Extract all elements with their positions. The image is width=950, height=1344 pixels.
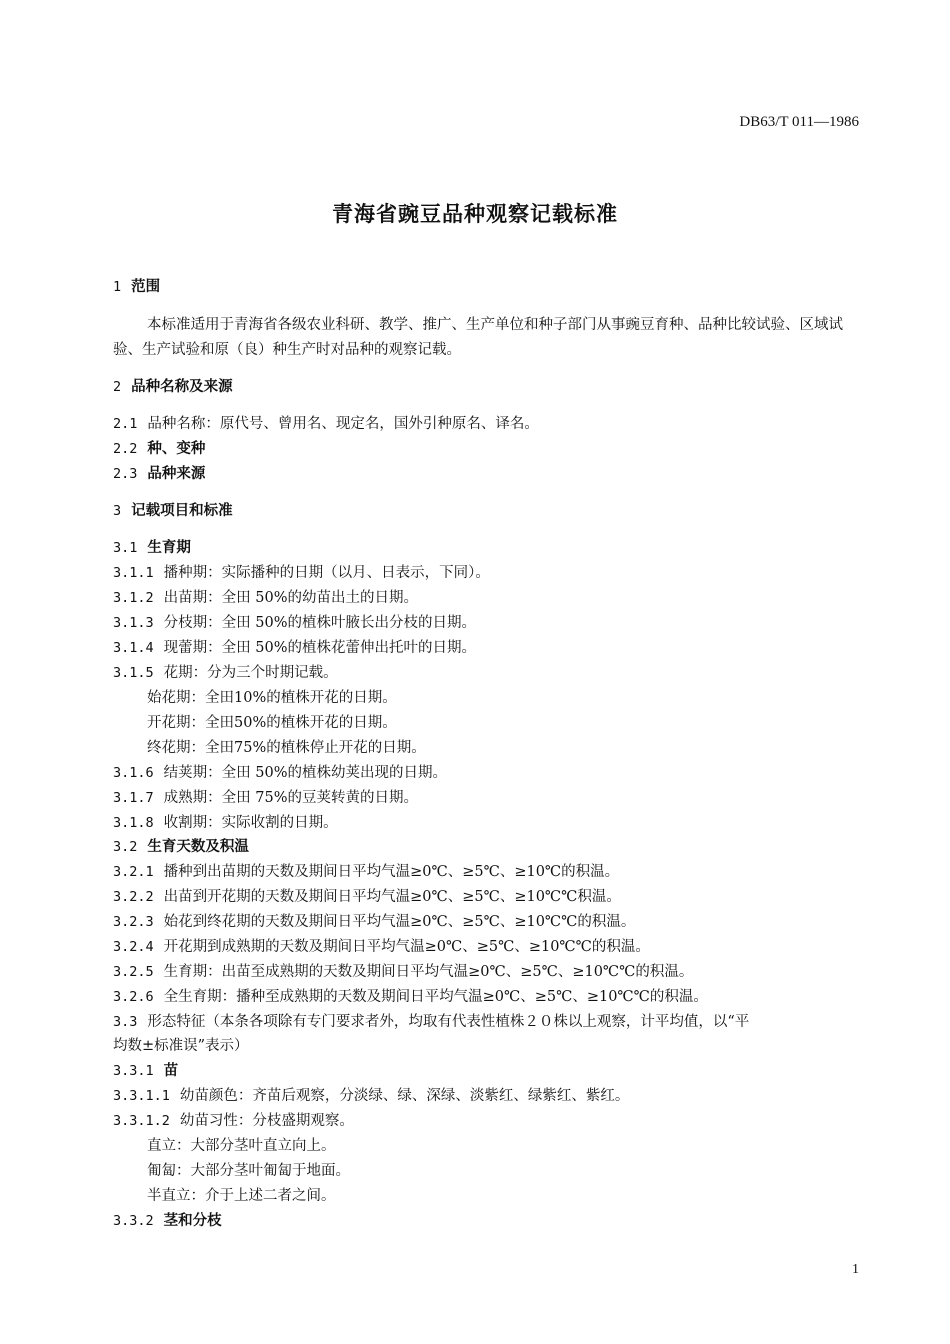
sub-item-line: 始花期：全田10%的植株开花的日期。 xyxy=(147,690,397,706)
clause-line: 3.2.5 生育期：出苗至成熟期的天数及期间日平均气温≥0℃、≥5℃、≥10℃℃的积温。 xyxy=(113,964,694,980)
clause-line: 3.1.4 现蕾期：全田 50%的植株花蕾伸出托叶的日期。 xyxy=(113,640,476,656)
sub-item-line: 直立：大部分茎叶直立向上。 xyxy=(147,1138,336,1154)
clause-line-continuation: 均数±标准误”表示） xyxy=(113,1038,249,1054)
section-heading: 1 范围 xyxy=(113,279,161,295)
clause-heading: 3.3.2 茎和分枝 xyxy=(113,1213,222,1229)
clause-line: 3.2.1 播种到出苗期的天数及期间日平均气温≥0℃、≥5℃、≥10℃的积温。 xyxy=(113,864,620,880)
clause-line: 3.2.6 全生育期：播种至成熟期的天数及期间日平均气温≥0℃、≥5℃、≥10℃℃的积温。 xyxy=(113,989,708,1005)
clause-line: 3.2.4 开花期到成熟期的天数及期间日平均气温≥0℃、≥5℃、≥10℃℃的积温。 xyxy=(113,939,650,955)
clause-line: 3.1.1 播种期：实际播种的日期（以月、日表示，下同）。 xyxy=(113,565,490,581)
sub-item-line: 半直立：介于上述二者之间。 xyxy=(147,1188,336,1204)
sub-item-line: 匍匐：大部分茎叶匍匐于地面。 xyxy=(147,1163,350,1179)
clause-line: 3.1.3 分枝期：全田 50%的植株叶腋长出分枝的日期。 xyxy=(113,615,476,631)
clause-line: 3.1.7 成熟期：全田 75%的豆荚转黄的日期。 xyxy=(113,790,418,806)
clause-line: 3.1.2 出苗期：全田 50%的幼苗出土的日期。 xyxy=(113,590,418,606)
clause-line: 2.1 品种名称：原代号、曾用名、现定名，国外引种原名、译名。 xyxy=(113,416,539,432)
sub-item-line: 开花期：全田50%的植株开花的日期。 xyxy=(147,715,397,731)
clause-line: 3.2.3 始花到终花期的天数及期间日平均气温≥0℃、≥5℃、≥10℃℃的积温。 xyxy=(113,914,636,930)
clause-heading: 2.2 种、变种 xyxy=(113,441,206,457)
page-number: 1 xyxy=(852,1262,859,1277)
clause-line: 3.1.5 花期：分为三个时期记载。 xyxy=(113,665,338,681)
clause-heading: 3.3.1 苗 xyxy=(113,1063,179,1079)
clause-line: 3.1.8 收割期：实际收割的日期。 xyxy=(113,815,338,831)
clause-line: 3.3.1.1 幼苗颜色：齐苗后观察，分淡绿、绿、深绿、淡紫红、绿紫红、紫红。 xyxy=(113,1088,630,1104)
clause-heading: 3.1 生育期 xyxy=(113,540,191,556)
clause-line: 3.1.6 结荚期：全田 50%的植株幼荚出现的日期。 xyxy=(113,765,447,781)
document-code: DB63/T 011—1986 xyxy=(739,114,859,130)
clause-line: 3.2.2 出苗到开花期的天数及期间日平均气温≥0℃、≥5℃、≥10℃℃积温。 xyxy=(113,889,621,905)
clause-heading: 3.2 生育天数及积温 xyxy=(113,839,249,855)
sub-item-line: 终花期：全田75%的植株停止开花的日期。 xyxy=(147,740,426,756)
scope-paragraph: 本标准适用于青海省各级农业科研、教学、推广、生产单位和种子部门从事豌豆育种、品种比较试验、区域试验、生产试验和原（良）种生产时对品种的观察记载。 xyxy=(113,317,843,358)
clause-line: 3.3.1.2 幼苗习性：分枝盛期观察。 xyxy=(113,1113,354,1129)
page-title: 青海省豌豆品种观察记载标准 xyxy=(332,202,618,226)
section-heading: 3 记载项目和标准 xyxy=(113,503,233,519)
clause-heading: 2.3 品种来源 xyxy=(113,466,206,482)
section-heading: 2 品种名称及来源 xyxy=(113,379,233,395)
clause-line: 3.3 形态特征（本条各项除有专门要求者外，均取有代表性植株２０株以上观察，计平均值，以“平 xyxy=(113,1014,750,1030)
